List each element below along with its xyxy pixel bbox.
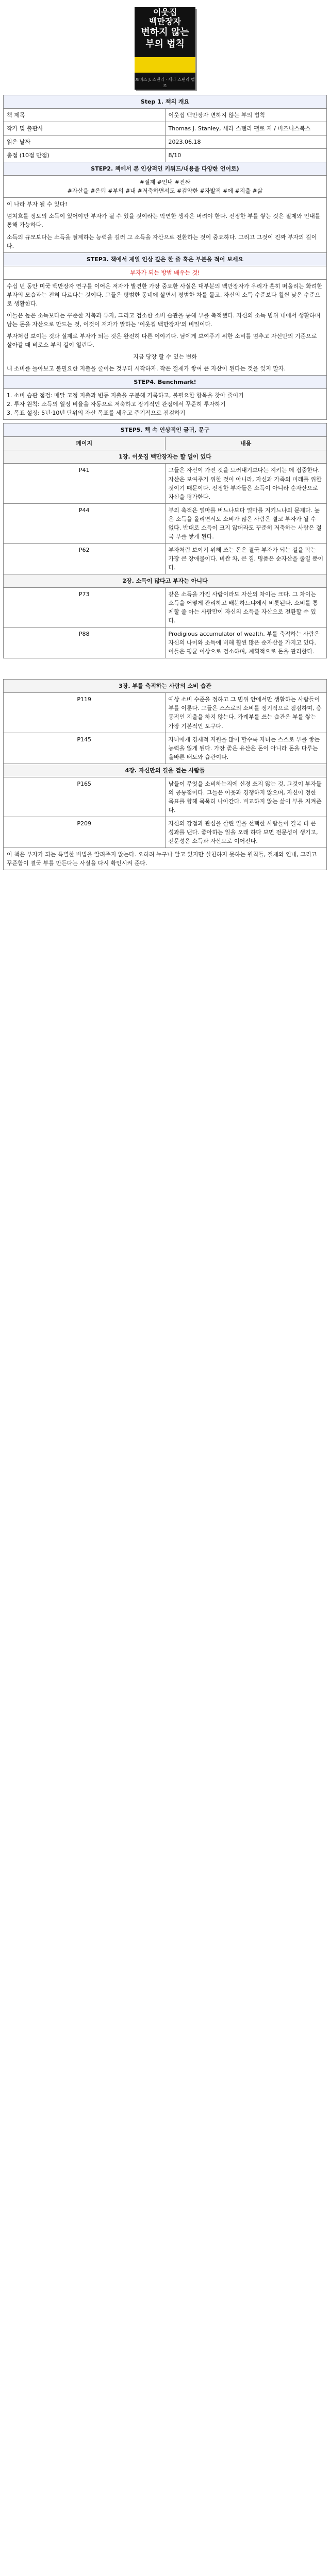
conclusion-title: 지금 당장 할 수 있는 변화: [133, 353, 197, 361]
quote-page: P62: [4, 543, 166, 574]
step2-title: STEP2. 책에서 본 인상적인 키워드/내용을 다양한 언어로): [4, 162, 327, 176]
quote-page: P73: [4, 588, 166, 628]
quote-text: 남들이 무엇을 소비하는지에 신경 쓰지 않는 것, 그것이 부자들의 공통점이다. 그들은 이웃과 경쟁하지 않으며, 자신이 정한 목표를 향해 묵묵히 나아간다. 비교하지 않는 삶이 부를 지켜준다.: [165, 777, 327, 817]
chapter-title: 3장. 부를 축적하는 사람의 소비 습관: [4, 680, 327, 693]
cover-line3: 변하지 않는: [141, 27, 189, 38]
step3-body: [4, 279, 327, 375]
quote-text: 같은 소득을 가진 사람이라도 자산의 차이는 크다. 그 차이는 소득을 어떻게 관리하고 배분하느냐에서 비롯된다. 소비를 통제할 줄 아는 사람만이 자신의 소득을 자산으로 전환할 수 있다.: [165, 588, 327, 628]
quote-page: P88: [4, 628, 166, 658]
info-label: 읽은 날짜: [4, 135, 166, 149]
conclusion-text: 내 소비를 돌아보고 불필요한 지출을 줄이는 것부터 시작하자. 작은 절제가 쌓여 큰 자산이 된다는 것을 잊지 말자.: [7, 365, 286, 372]
info-value: Thomas J. Stanley, 세라 스탠리 팰로 저 / 비즈니스북스: [165, 122, 327, 135]
page-break: [4, 658, 327, 680]
info-row: [4, 135, 327, 149]
quote-text: 예상 소비 수준을 정하고 그 범위 안에서만 생활하는 사람들이 부를 이룬다. 그들은 스스로의 소비를 정기적으로 점검하며, 충동적인 지출을 하지 않는다. 가계부를 쓰는 습관은 부를 쌓는 가장 기본적인 도구다.: [165, 693, 327, 733]
quote-page: P209: [4, 817, 166, 848]
quote-page: P41: [4, 464, 166, 503]
page: [3, 0, 327, 878]
step3-subtitle: 부자가 되는 방법 배우는 것!: [4, 266, 327, 279]
quote-row: [4, 777, 327, 817]
info-row: [4, 109, 327, 122]
benchmark-item: 1. 소비 습관 점검: 매달 고정 지출과 변동 지출을 구분해 기록하고, 불필요한 항목을 찾아 줄이기: [7, 392, 244, 399]
step3-title: STEP3. 책에서 제일 인상 깊은 한 줄 혹은 부분을 적어 보세요: [4, 252, 327, 266]
cover-line1: 이웃집: [153, 7, 177, 17]
chapter-title: 1장. 이웃집 백만장자는 할 일이 있다: [4, 450, 327, 464]
quote-text: 부의 축적은 얼마를 버느냐보다 얼마를 지키느냐의 문제다. 높은 소득을 올리면서도 소비가 많은 사람은 결코 부자가 될 수 없다. 반대로 소득이 크지 않더라도 꾸준히 저축하는 사람은 결국 부를 쌓게 된다.: [165, 503, 327, 543]
quotes-table: [3, 423, 327, 870]
info-label: 작가 및 출판사: [4, 122, 166, 135]
quote-page: P119: [4, 693, 166, 733]
info-value: 2023.06.18: [165, 135, 327, 149]
keywords-line2: #자산을 #은퇴 #부의 #내 #저축하면서도 #검약한 #자발적 #에 #지출 #삶: [67, 188, 263, 195]
chapter-title: 4장. 자신만의 길을 걷는 사람들: [4, 764, 327, 777]
quote-row: [4, 503, 327, 543]
step3-paragraph: 이들은 높은 소득보다는 꾸준한 저축과 투자, 그리고 검소한 소비 습관을 통해 부를 축적했다. 자신의 소득 범위 내에서 생활하며 남는 돈을 자산으로 만드는 것, 이것이 저자가 말하는 '이웃집 백만장자'의 비밀이다.: [7, 312, 321, 328]
info-value: 8/10: [165, 149, 327, 162]
quote-text: 그들은 자신이 가진 것을 드러내기보다는 지키는 데 집중한다. 자산은 보여주기 위한 것이 아니라, 자신과 가족의 미래를 위한 것이기 때문이다. 진정한 부자들은 소득이 아니라 순자산으로 자신을 평가한다.: [165, 464, 327, 503]
step3-paragraph: 수십 년 동안 미국 백만장자 연구를 이어온 저자가 발견한 가장 중요한 사실은 대부분의 백만장자가 우리가 흔히 떠올리는 화려한 부자의 모습과는 전혀 다르다는 것이다. 그들은 평범한 동네에 살면서 평범한 차를 몰고, 자신의 소득 수준보다 훨씬 낮은 수준으로 생활한다.: [7, 282, 322, 307]
info-value: 이웃집 백만장자 변하지 않는 부의 법칙: [165, 109, 327, 122]
quote-row: [4, 817, 327, 848]
column-header-content: 내용: [165, 437, 327, 450]
quote-page: P145: [4, 733, 166, 764]
book-cover: [3, 4, 327, 95]
quote-page: P165: [4, 777, 166, 817]
book-cover-image: [135, 7, 195, 90]
chapter-title: 2장. 소득이 많다고 부자는 아니다: [4, 574, 327, 587]
quote-text: 자신의 강점과 관심을 살린 일을 선택한 사람들이 결국 더 큰 성과를 낸다. 좋아하는 일을 오래 하다 보면 전문성이 생기고, 전문성은 소득과 자산으로 이어진다.: [165, 817, 327, 848]
info-row: [4, 122, 327, 135]
quote-row: [4, 588, 327, 628]
step3-paragraph: 부자처럼 보이는 것과 실제로 부자가 되는 것은 완전히 다른 이야기다. 남에게 보여주기 위한 소비를 멈추고 자신만의 기준으로 살아갈 때 비로소 부의 길이 열린다.: [7, 332, 317, 348]
benchmark-item: 2. 투자 원칙: 소득의 일정 비율을 자동으로 저축하고 장기적인 관점에서 꾸준히 투자하기: [7, 401, 226, 408]
cover-line4: 부의 법칙: [145, 39, 185, 49]
quote-row: [4, 733, 327, 764]
quote-text: 부자처럼 보이기 위해 쓰는 돈은 결국 부자가 되는 길을 막는 가장 큰 장애물이다. 비싼 차, 큰 집, 명품은 순자산을 줄일 뿐이다.: [165, 543, 327, 574]
quote-row: [4, 628, 327, 658]
step2-paragraph: 이 나라 부자 될 수 있다!: [7, 201, 68, 208]
benchmark-title: STEP4. Benchmark!: [4, 376, 327, 389]
quote-page: P44: [4, 503, 166, 543]
closing-note: 이 책은 부자가 되는 특별한 비법을 알려주지 않는다. 오히려 누구나 알고 있지만 실천하지 못하는 원칙들, 절제와 인내, 그리고 꾸준함이 결국 부를 만든다는 사실을 다시 확인시켜 준다.: [4, 848, 327, 870]
quote-text: 자녀에게 경제적 지원을 많이 할수록 자녀는 스스로 부를 쌓는 능력을 잃게 된다. 가장 좋은 유산은 돈이 아니라 돈을 다루는 올바른 태도와 습관이다.: [165, 733, 327, 764]
info-row: [4, 149, 327, 162]
overview-table: [3, 95, 327, 420]
column-header-page: 페이지: [4, 437, 166, 450]
benchmark-item: 3. 목표 설정: 5년·10년 단위의 자산 목표를 세우고 주기적으로 점검하기: [7, 410, 186, 417]
quote-row: [4, 464, 327, 503]
benchmark-list: [4, 389, 327, 420]
step2-paragraph: 소득의 규모보다는 소득을 절제하는 능력을 길러 그 소득을 자산으로 전환하는 것이 중요하다. 그리고 그것이 진짜 부자의 길이다.: [7, 233, 317, 249]
keywords-line1: #절제 #인내 #진짜: [139, 179, 191, 186]
quote-row: [4, 693, 327, 733]
step1-title: Step 1. 책의 개요: [4, 95, 327, 109]
info-label: 책 제목: [4, 109, 166, 122]
cover-author: 토머스 J. 스탠리 · 세라 스탠리 팰로: [135, 77, 195, 89]
quote-row: [4, 543, 327, 574]
step2-paragraph: 넘쳐흐를 정도의 소득이 있어야만 부자가 될 수 있을 것이라는 막연한 생각은 버려야 한다. 진정한 부를 쌓는 것은 절제와 인내를 통해 가능하다.: [7, 213, 321, 229]
cover-line2: 백만장자: [149, 16, 181, 26]
info-label: 총점 (10점 만점): [4, 149, 166, 162]
step5-title: STEP5. 책 속 인상적인 글귀, 문구: [4, 423, 327, 437]
step2-body: [4, 198, 327, 252]
step2-keywords: [4, 176, 327, 198]
quote-text: Prodigious accumulator of wealth. 부를 축적하는 사람은 자신의 나이와 소득에 비해 훨씬 많은 순자산을 가지고 있다. 이들은 평균 이상으로 검소하며, 계획적으로 돈을 관리한다.: [165, 628, 327, 658]
cover-band: [135, 57, 195, 73]
